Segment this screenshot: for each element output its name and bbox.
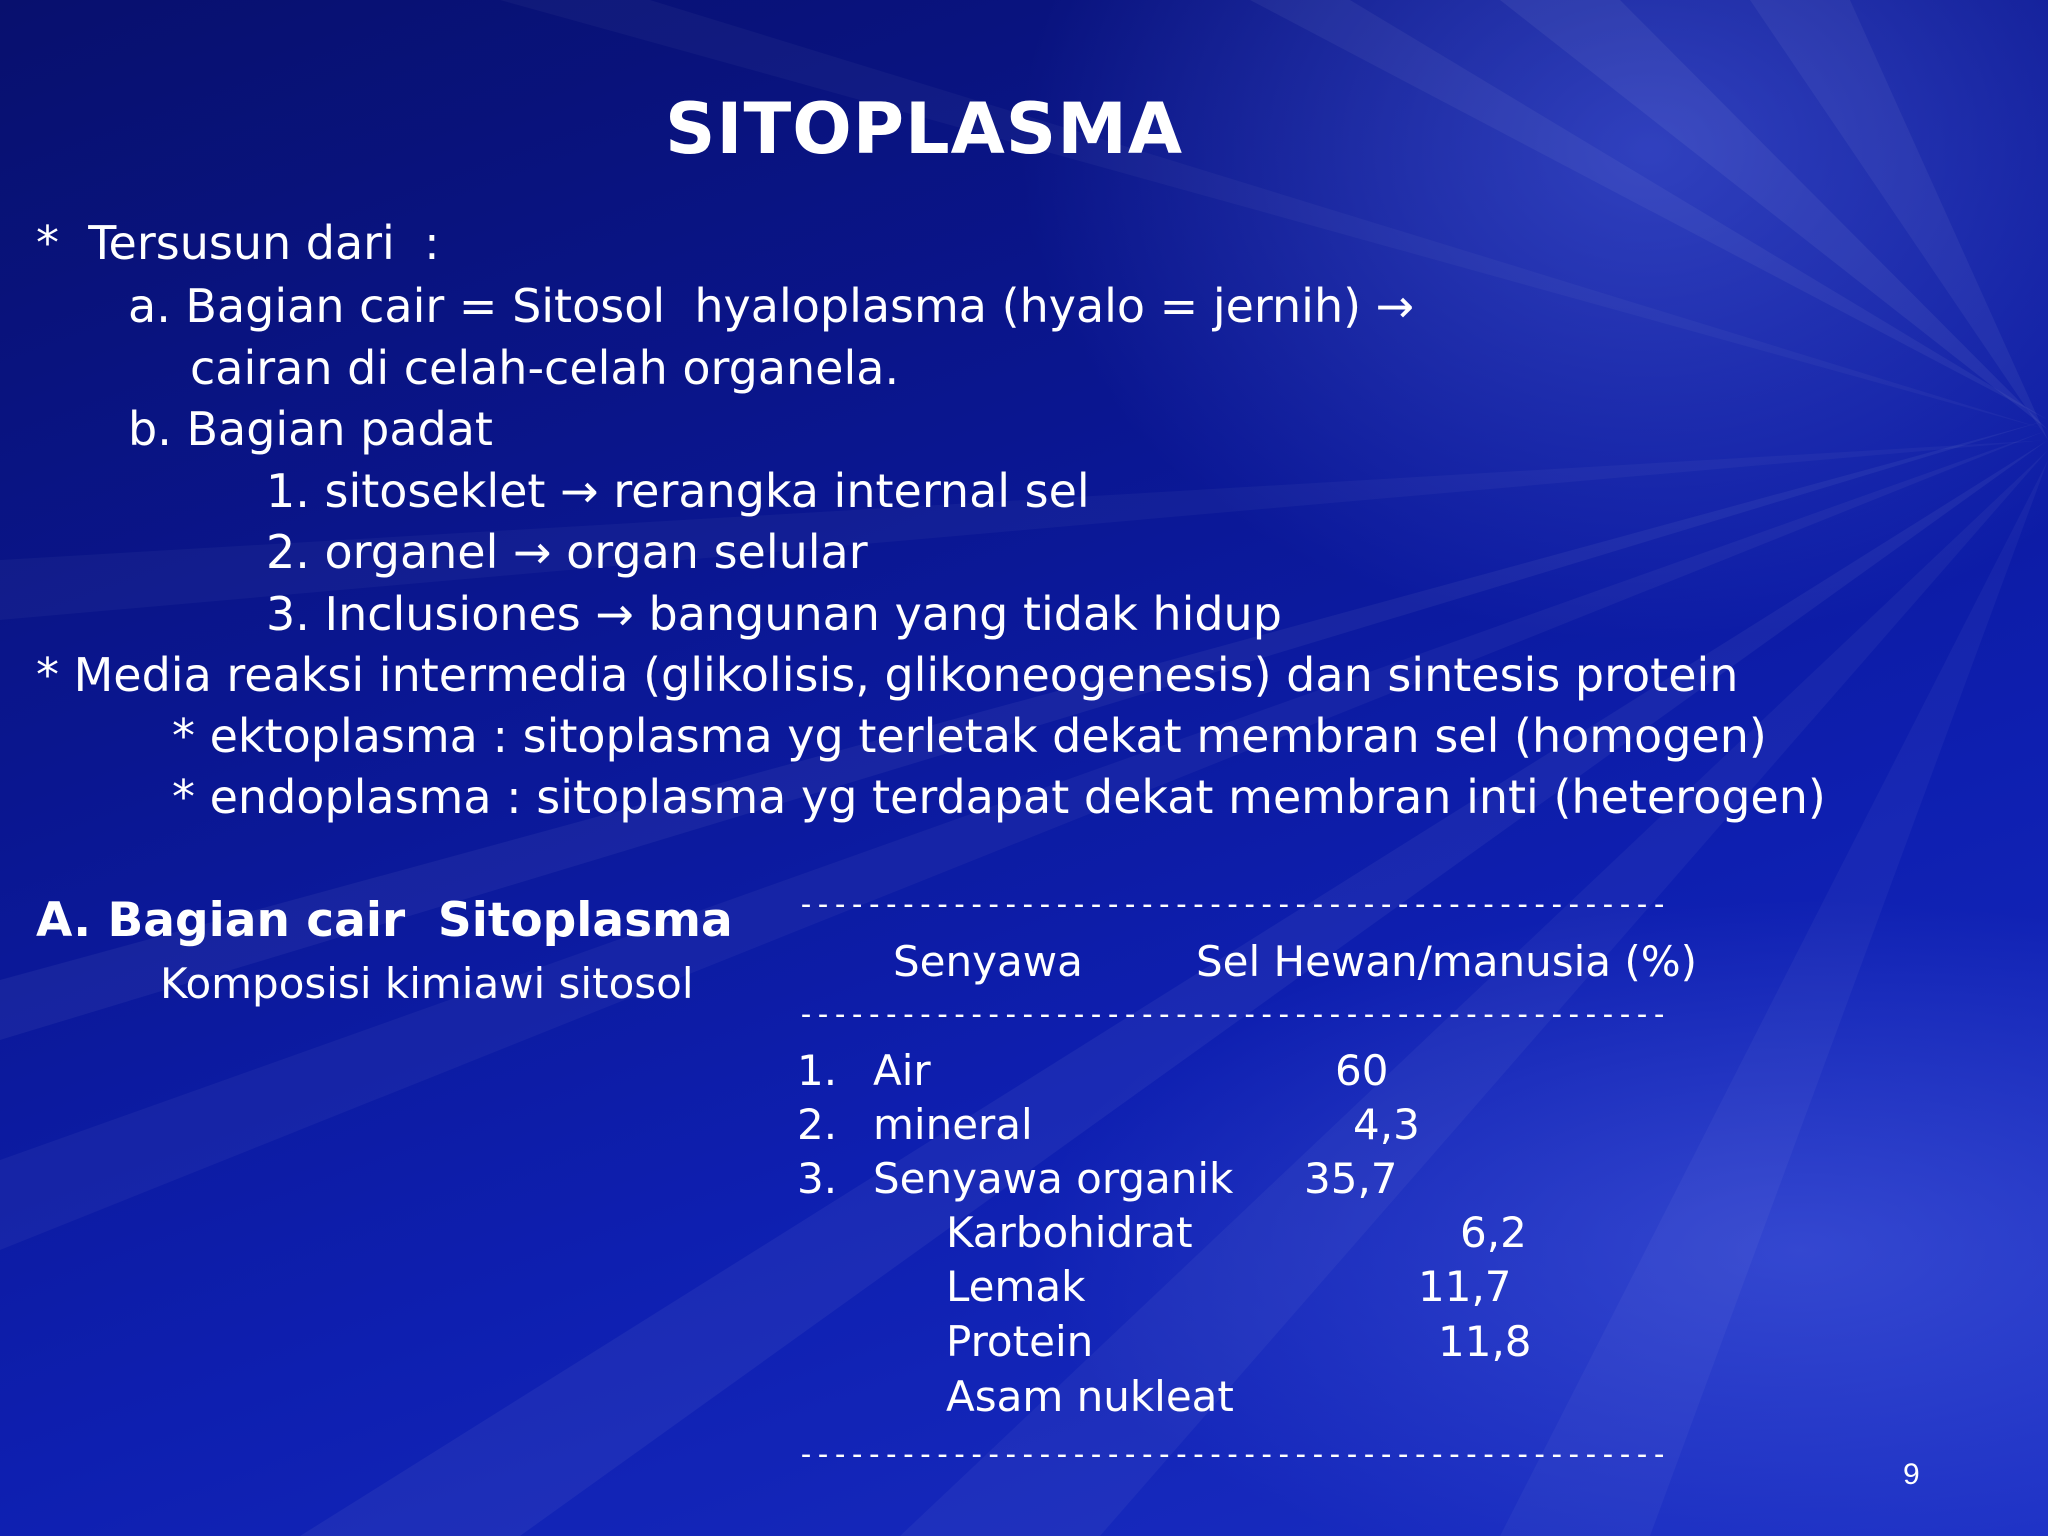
table-row-num: 1. bbox=[797, 1046, 838, 1095]
table-subrow-name: Lemak bbox=[946, 1262, 1086, 1311]
page-number: 9 bbox=[1903, 1458, 1920, 1491]
section-subheading: Komposisi kimiawi sitosol bbox=[160, 959, 694, 1008]
table-row-name: Air bbox=[873, 1046, 931, 1095]
table-row-value: 35,7 bbox=[1304, 1154, 1398, 1203]
list-item-liquid-part: a. Bagian cair = Sitosol hyaloplasma (hyalo = jernih) → bbox=[128, 279, 1415, 333]
table-row-value: 4,3 bbox=[1353, 1100, 1420, 1149]
table-subrow-name: Asam nukleat bbox=[946, 1372, 1234, 1421]
list-item-composed-of: * Tersusun dari : bbox=[36, 216, 440, 270]
table-row-name: Senyawa organik bbox=[873, 1154, 1234, 1203]
list-item-media-reaksi: * Media reaksi intermedia (glikolisis, glikoneogenesis) dan sintesis protein bbox=[36, 648, 1739, 702]
table-rule-top: --------------------------------------------------- bbox=[797, 887, 1668, 922]
table-subrow-value: 6,2 bbox=[1460, 1208, 1527, 1257]
table-subrow-name: Karbohidrat bbox=[946, 1208, 1193, 1257]
table-row-value: 60 bbox=[1335, 1046, 1389, 1095]
table-subrow-name: Protein bbox=[946, 1317, 1094, 1366]
table-subrow-value: 11,7 bbox=[1418, 1262, 1512, 1311]
list-item-liquid-part-cont: cairan di celah-celah organela. bbox=[190, 341, 900, 395]
list-item-organel: 2. organel → organ selular bbox=[266, 525, 868, 579]
table-header-compound: Senyawa bbox=[893, 937, 1083, 986]
list-item-cytoskeleton: 1. sitoseklet → rerangka internal sel bbox=[266, 464, 1090, 518]
table-header-percent: Sel Hewan/manusia (%) bbox=[1196, 937, 1698, 986]
list-item-ektoplasma: * ektoplasma : sitoplasma yg terletak dekat membran sel (homogen) bbox=[172, 709, 1767, 763]
list-item-endoplasma: * endoplasma : sitoplasma yg terdapat dekat membran inti (heterogen) bbox=[172, 770, 1826, 824]
table-row-name: mineral bbox=[873, 1100, 1033, 1149]
list-item-inclusiones: 3. Inclusiones → bangunan yang tidak hidup bbox=[266, 587, 1282, 641]
table-row-num: 2. bbox=[797, 1100, 838, 1149]
table-rule-bottom: --------------------------------------------------- bbox=[797, 1437, 1668, 1472]
list-item-solid-part: b. Bagian padat bbox=[128, 402, 493, 456]
table-row-num: 3. bbox=[797, 1154, 838, 1203]
slide-title: SITOPLASMA bbox=[665, 88, 1184, 170]
section-heading: A. Bagian cair Sitoplasma bbox=[36, 893, 733, 948]
table-subrow-value: 11,8 bbox=[1438, 1317, 1532, 1366]
table-rule-header: --------------------------------------------------- bbox=[797, 997, 1668, 1032]
